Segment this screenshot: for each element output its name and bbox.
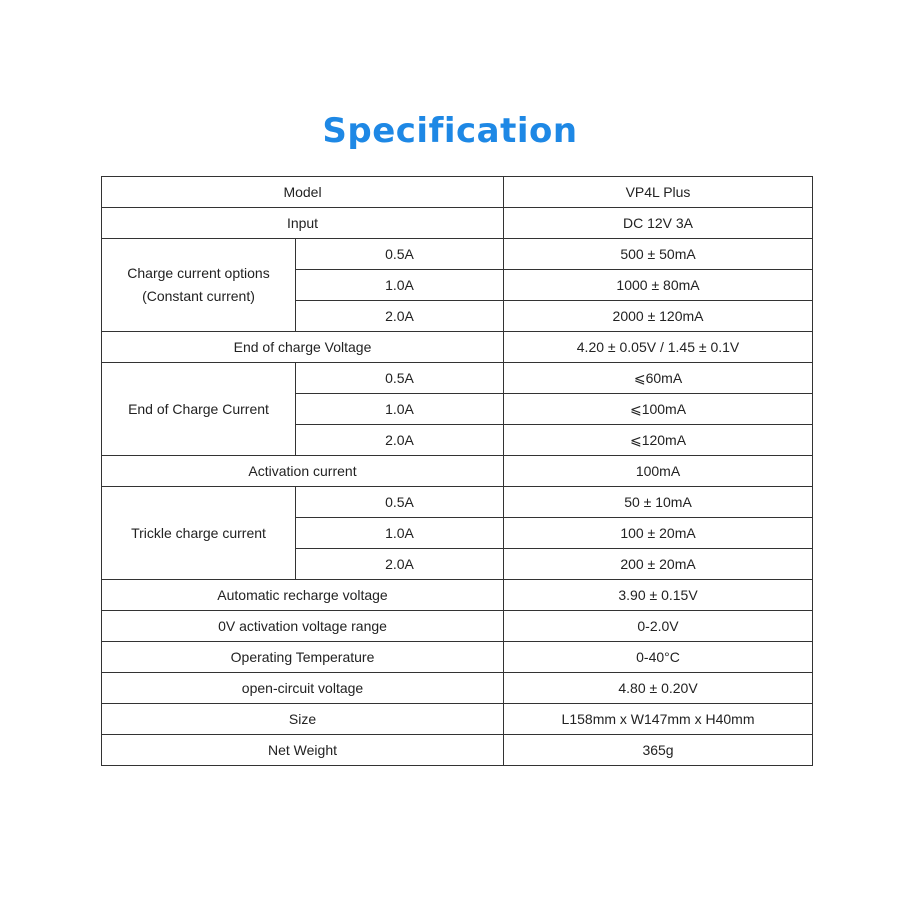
spec-label: Automatic recharge voltage [102,580,504,611]
spec-value: L158mm x W147mm x H40mm [504,704,813,735]
table-row-model [102,177,813,208]
table-row-net-weight [102,735,813,766]
spec-label: End of charge Voltage [102,332,504,363]
spec-value: 50 ± 10mA [504,487,813,518]
spec-value: 2000 ± 120mA [504,301,813,332]
table-row-auto-recharge [102,580,813,611]
spec-group-label-line: (Constant current) [142,288,255,304]
table-row-input [102,208,813,239]
specification-table [101,176,813,766]
spec-value: DC 12V 3A [504,208,813,239]
spec-value: 365g [504,735,813,766]
spec-value: 0-2.0V [504,611,813,642]
spec-option: 0.5A [296,239,504,270]
table-row-open-circuit [102,673,813,704]
spec-value: 1000 ± 80mA [504,270,813,301]
spec-label: Operating Temperature [102,642,504,673]
table-row-charge-current [102,239,813,270]
spec-value: VP4L Plus [504,177,813,208]
spec-value: 200 ± 20mA [504,549,813,580]
table-row-activation-current [102,456,813,487]
spec-value: 3.90 ± 0.15V [504,580,813,611]
spec-value: ⩽100mA [504,394,813,425]
spec-value: 0-40°C [504,642,813,673]
spec-option: 1.0A [296,270,504,301]
spec-option: 0.5A [296,487,504,518]
spec-group-label: Trickle charge current [102,487,296,580]
table-row-operating-temp [102,642,813,673]
spec-label: Activation current [102,456,504,487]
spec-value: ⩽60mA [504,363,813,394]
spec-label: Net Weight [102,735,504,766]
spec-option: 0.5A [296,363,504,394]
spec-value: ⩽120mA [504,425,813,456]
spec-group-label [102,239,296,332]
spec-value: 100mA [504,456,813,487]
spec-value: 4.80 ± 0.20V [504,673,813,704]
table-row-size [102,704,813,735]
spec-option: 1.0A [296,394,504,425]
spec-label: 0V activation voltage range [102,611,504,642]
spec-label: open-circuit voltage [102,673,504,704]
spec-option: 2.0A [296,425,504,456]
table-row-trickle-current [102,487,813,518]
spec-label: Model [102,177,504,208]
spec-label: Input [102,208,504,239]
table-row-end-current [102,363,813,394]
table-row-zero-v-activation [102,611,813,642]
spec-value: 4.20 ± 0.05V / 1.45 ± 0.1V [504,332,813,363]
spec-label: Size [102,704,504,735]
spec-option: 2.0A [296,301,504,332]
table-row-end-voltage [102,332,813,363]
page-title: Specification [322,111,578,151]
spec-value: 500 ± 50mA [504,239,813,270]
spec-group-label: End of Charge Current [102,363,296,456]
spec-value: 100 ± 20mA [504,518,813,549]
spec-option: 1.0A [296,518,504,549]
spec-group-label-line: Charge current options [127,265,270,281]
spec-option: 2.0A [296,549,504,580]
